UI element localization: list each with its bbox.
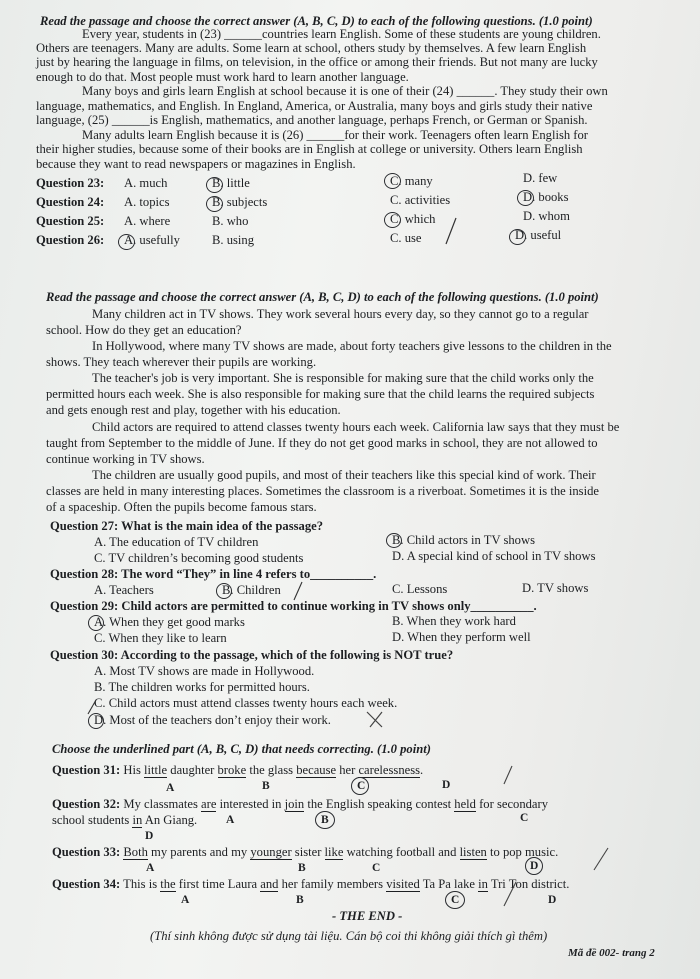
- sentence-text: His: [123, 763, 145, 777]
- letter-b: B: [262, 780, 270, 792]
- sentence-text: interested in: [216, 797, 285, 811]
- option-c[interactable]: C. Child actors must attend classes twenty hours each week.: [94, 696, 398, 710]
- letter-d: D: [145, 830, 154, 842]
- option-a[interactable]: A. usefully: [124, 233, 180, 247]
- underlined-part-d[interactable]: in: [478, 877, 488, 891]
- pen-stroke-mark: [500, 880, 520, 910]
- option-d[interactable]: D. When they perform well: [392, 630, 531, 644]
- sentence-text: my parents and my: [147, 845, 251, 859]
- option-a[interactable]: A. topics: [124, 195, 170, 209]
- option-c[interactable]: C. When they like to learn: [94, 631, 227, 645]
- letter-c: C: [451, 894, 460, 906]
- option-a[interactable]: A. Most TV shows are made in Hollywood.: [94, 664, 315, 678]
- underlined-part-a[interactable]: are: [201, 797, 217, 811]
- underlined-part-c[interactable]: like: [324, 845, 344, 859]
- passage1-line: language, (25) ______is English, mathematics, and another language, perhaps French, or German or Spanish.: [36, 113, 588, 127]
- underlined-part-a[interactable]: Both: [123, 845, 148, 859]
- underlined-part-b[interactable]: younger: [250, 845, 292, 859]
- sentence-text: This is: [123, 877, 161, 891]
- option-b[interactable]: B. little: [212, 176, 250, 190]
- sentence-text: to pop music.: [486, 845, 559, 859]
- answer-circle-mark: [88, 615, 104, 631]
- passage1-line: Many boys and girls learn English at school because it is one of their (24) ______. They study their own: [82, 84, 608, 98]
- option-a[interactable]: A. much: [124, 176, 168, 190]
- passage1-line: because they want to read newspapers or magazines in English.: [36, 157, 356, 171]
- question-label: Question 24:: [36, 195, 105, 209]
- sentence-text: daughter: [167, 763, 218, 777]
- option-c[interactable]: C. many: [390, 174, 433, 188]
- option-c[interactable]: C. activities: [390, 193, 451, 207]
- passage2-line: The teacher's job is very important. She is responsible for making sure that the child works only the: [92, 371, 594, 385]
- pen-stroke-mark: [440, 214, 460, 254]
- sentence-text: the English speaking contest: [304, 797, 455, 811]
- passage1-line: Others are teenagers. Many are adults. Some learn at school, others study by themselves. A few learn English: [36, 41, 587, 55]
- option-d[interactable]: D. useful: [515, 228, 562, 242]
- question-label: Question 23:: [36, 176, 105, 190]
- answer-circle-mark: [517, 190, 534, 206]
- question-label: Question 26:: [36, 233, 105, 247]
- answer-circle-mark: [206, 196, 223, 212]
- passage2-line: taught from September to the middle of June. If they do not get good marks in school, they are not allowed to: [46, 436, 598, 450]
- question-stem: Question 27: What is the main idea of the passage?: [50, 519, 323, 533]
- underlined-part-d[interactable]: listen: [459, 845, 487, 859]
- passage1-line: language, mathematics, and English. In England, America, or Australia, many boys and girls study their native: [36, 99, 593, 113]
- passage1-line: enough to do that. Most people must work hard to learn another language.: [36, 70, 409, 84]
- option-a[interactable]: A. Teachers: [94, 583, 154, 597]
- letter-b: B: [298, 862, 306, 874]
- letter-c: C: [357, 780, 366, 792]
- option-b[interactable]: B. The children works for permitted hours.: [94, 680, 310, 694]
- underlined-part-c[interactable]: because: [296, 763, 337, 777]
- option-d[interactable]: D. TV shows: [522, 581, 589, 595]
- underlined-part-a[interactable]: the: [160, 877, 176, 891]
- option-c[interactable]: C. Lessons: [392, 582, 448, 596]
- underlined-part-a[interactable]: little: [144, 763, 168, 777]
- question-stem: Question 29: Child actors are permitted to continue working in TV shows only__________.: [50, 599, 537, 613]
- question-label: Question 32:: [52, 797, 121, 811]
- question-32-sentence-line2: [52, 813, 197, 828]
- answer-circle-mark: [216, 583, 232, 599]
- passage2-line: of a spaceship. Often the pupils become famous stars.: [46, 500, 317, 514]
- option-a[interactable]: A. where: [124, 214, 171, 228]
- option-b[interactable]: B. Child actors in TV shows: [392, 533, 535, 547]
- option-d[interactable]: D. books: [523, 190, 569, 204]
- exam-note: (Thí sinh không được sử dụng tài liệu. Cán bộ coi thi không giải thích gì thêm): [150, 929, 548, 943]
- passage1-line: Every year, students in (23) ______countries learn English. Some of these students are young children.: [82, 27, 601, 41]
- sentence-text: first time Laura: [175, 877, 261, 891]
- underlined-part-c[interactable]: held: [454, 797, 476, 811]
- passage2-line: In Hollywood, where many TV shows are made, about forty teachers give lessons to the children in the: [92, 339, 612, 353]
- sentence-text: her family members: [278, 877, 387, 891]
- cross-mark: [364, 708, 388, 730]
- option-c[interactable]: C. use: [390, 231, 422, 245]
- sentence-text: for secondary: [475, 797, 549, 811]
- sentence-text: My classmates: [123, 797, 202, 811]
- option-d[interactable]: D. A special kind of school in TV shows: [392, 549, 596, 563]
- passage2-line: Many children act in TV shows. They work several hours every day, so they cannot go to a regular: [92, 307, 589, 321]
- passage2-line: shows. They teach wherever their pupils are working.: [46, 355, 317, 369]
- option-d[interactable]: D. Most of the teachers don’t enjoy their work.: [94, 713, 331, 727]
- letter-c: C: [372, 862, 381, 874]
- pen-stroke-mark: [500, 764, 516, 788]
- answer-circle-mark: [351, 777, 369, 795]
- section1-instruction: Read the passage and choose the correct answer (A, B, C, D) to each of the following questions. (1.0 point): [40, 14, 593, 28]
- passage2-line: The children are usually good pupils, and most of their teachers like this special kind of work. Their: [92, 468, 596, 482]
- sentence-text: the glass: [246, 763, 297, 777]
- underlined-part-d[interactable]: in: [132, 813, 143, 827]
- question-stem: Question 28: The word “They” in line 4 refers to__________.: [50, 567, 377, 581]
- question-stem: Question 30: According to the passage, which of the following is NOT true?: [50, 648, 454, 662]
- passage2-line: classes are held in many interesting places. Sometimes the classroom is a riverboat. Sometimes it is the inside: [46, 484, 599, 498]
- option-d[interactable]: D. few: [523, 171, 558, 185]
- letter-b: B: [321, 814, 329, 826]
- answer-circle-mark: [384, 212, 401, 228]
- sentence-text: school students: [52, 813, 133, 827]
- option-b[interactable]: B. subjects: [212, 195, 268, 209]
- pen-stroke-mark: [82, 698, 102, 716]
- answer-circle-mark: [118, 234, 135, 250]
- underlined-part-b[interactable]: broke: [217, 763, 247, 777]
- option-b[interactable]: B. using: [212, 233, 254, 247]
- letter-d: D: [530, 860, 539, 872]
- option-b[interactable]: B. When they work hard: [392, 614, 516, 628]
- letter-a: A: [181, 894, 190, 906]
- section3-instruction: Choose the underlined part (A, B, C, D) that needs correcting. (1.0 point): [52, 742, 431, 756]
- option-c[interactable]: C. TV children’s becoming good students: [94, 551, 304, 565]
- underlined-part-b[interactable]: join: [284, 797, 305, 811]
- underlined-part-b[interactable]: and: [260, 877, 279, 891]
- answer-circle-mark: [509, 229, 526, 245]
- sentence-text: sister: [291, 845, 325, 859]
- question-34-sentence: [52, 877, 569, 892]
- answer-circle-mark: [315, 811, 335, 829]
- option-b[interactable]: B. who: [212, 214, 249, 228]
- letter-a: A: [146, 862, 155, 874]
- passage1-line: Many adults learn English because it is (26) ______for their work. Teenagers often learn English for: [82, 128, 588, 142]
- question-label: Question 31:: [52, 763, 121, 777]
- sentence-text: An Giang.: [142, 813, 198, 827]
- question-label: Question 34:: [52, 877, 121, 891]
- option-a[interactable]: A. When they get good marks: [94, 615, 245, 629]
- question-label: Question 33:: [52, 845, 121, 859]
- passage2-line: Child actors are required to attend classes twenty hours each week. California law says that they must be: [92, 420, 620, 434]
- sentence-text: Ta Pa lake: [419, 877, 479, 891]
- answer-circle-mark: [386, 533, 402, 548]
- sentence-text: .: [420, 763, 424, 777]
- letter-d: D: [442, 779, 451, 791]
- end-marker: - THE END -: [332, 909, 403, 923]
- section2-instruction: Read the passage and choose the correct answer (A, B, C, D) to each of the following questions. (1.0 point): [46, 290, 599, 304]
- passage2-line: and gets enough rest and play, together with his education.: [46, 403, 341, 417]
- answer-circle-mark: [525, 857, 543, 875]
- sentence-text: watching football and: [343, 845, 460, 859]
- letter-b: B: [296, 894, 304, 906]
- question-33-sentence: [52, 845, 558, 860]
- sentence-text: her: [336, 763, 359, 777]
- answer-circle-mark: [445, 891, 465, 909]
- underlined-part-d[interactable]: carelessness: [358, 763, 421, 777]
- option-d[interactable]: D. whom: [523, 209, 570, 223]
- question-31-sentence: [52, 763, 423, 778]
- pen-stroke-mark: [288, 580, 308, 602]
- letter-d: D: [548, 894, 557, 906]
- option-c[interactable]: C. which: [390, 212, 436, 226]
- passage1-line: just by hearing the language in films, on television, in the office or among their friends. But not many are lucky: [36, 55, 598, 69]
- pen-stroke-mark: [590, 846, 612, 874]
- passage2-line: permitted hours each week. She is also responsible for making sure that the child learns the required subjects: [46, 387, 595, 401]
- exam-code: Mã đề 002- trang 2: [568, 947, 655, 959]
- option-a[interactable]: A. The education of TV children: [94, 535, 259, 549]
- option-b[interactable]: B. Children: [222, 583, 281, 597]
- question-32-sentence: [52, 797, 548, 812]
- letter-a: A: [226, 814, 235, 826]
- answer-circle-mark: [206, 177, 223, 193]
- passage2-line: continue working in TV shows.: [46, 452, 205, 466]
- sentence-text: Tri Ton district.: [487, 877, 570, 891]
- letter-c: C: [520, 812, 529, 824]
- letter-a: A: [166, 782, 175, 794]
- passage2-line: school. How do they get an education?: [46, 323, 242, 337]
- answer-circle-mark: [384, 173, 401, 189]
- question-label: Question 25:: [36, 214, 105, 228]
- underlined-part-c[interactable]: visited: [386, 877, 420, 891]
- passage1-line: their higher studies, because some of their books are in English at college or university. Others learn English: [36, 142, 583, 156]
